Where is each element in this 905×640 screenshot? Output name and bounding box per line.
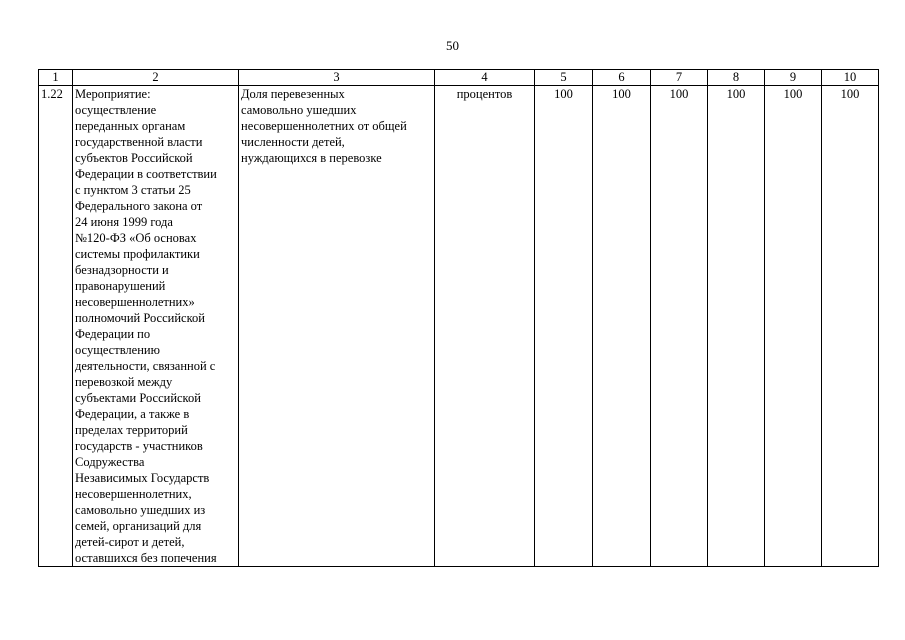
column-header: 1 — [39, 70, 73, 86]
row-number-cell: 1.22 — [39, 86, 73, 567]
column-header: 4 — [435, 70, 535, 86]
column-header: 7 — [651, 70, 708, 86]
column-header: 2 — [73, 70, 239, 86]
value-cell: 100 — [765, 86, 822, 567]
table-header-row — [39, 70, 879, 86]
value-cell: 100 — [651, 86, 708, 567]
table-row — [39, 86, 879, 567]
indicators-table — [38, 69, 879, 567]
column-header: 6 — [593, 70, 651, 86]
page-number: 50 — [446, 38, 459, 53]
value-cell: 100 — [822, 86, 879, 567]
column-header: 3 — [239, 70, 435, 86]
value-cell: 100 — [535, 86, 593, 567]
column-header: 10 — [822, 70, 879, 86]
column-header: 9 — [765, 70, 822, 86]
indicator-name-cell: Доля перевезенных самовольно ушедших несовершеннолетних от общей численности детей, нуждающихся в перевозке — [239, 86, 435, 567]
unit-cell: процентов — [435, 86, 535, 567]
value-cell: 100 — [593, 86, 651, 567]
column-header: 5 — [535, 70, 593, 86]
event-description-cell: Мероприятие: осуществление переданных органам государственной власти субъектов Российской Федерации в соответствии с пунктом 3 статьи 25 Федерального закона от 24 июня 1999 года №120-ФЗ «Об основах системы профилактики безнадзорности и правонарушений несовершеннолетних» полномочий Российской Федерации по осуществлению деятельности, связанной с перевозкой между субъектами Российской Федерации, а также в пределах территорий государств - участников Содружества Независимых Государств несовершеннолетних, самовольно ушедших из семей, организаций для детей-сирот и детей, оставшихся без попечения — [73, 86, 239, 567]
value-cell: 100 — [708, 86, 765, 567]
column-header: 8 — [708, 70, 765, 86]
